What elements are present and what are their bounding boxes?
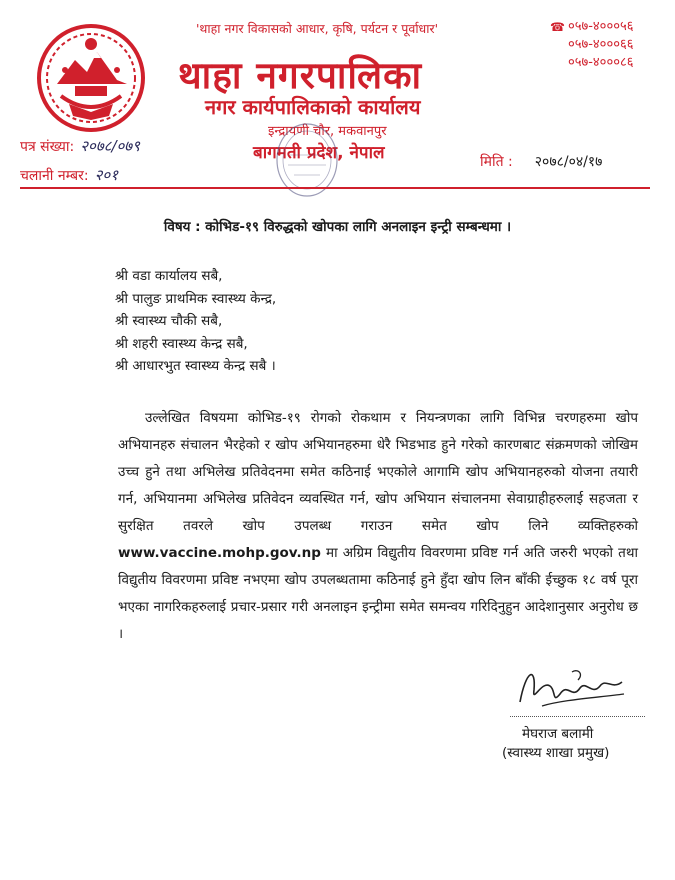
handwritten-signature bbox=[512, 660, 632, 718]
telephone-icon: ☎ bbox=[550, 20, 565, 34]
municipality-motto: 'थाहा नगर विकासको आधार, कृषि, पर्यटन र पूर्वाधार' bbox=[196, 21, 439, 36]
address-line-2: बागमती प्रदेश, नेपाल bbox=[253, 143, 385, 163]
recipient-list bbox=[115, 265, 276, 378]
municipality-title: थाहा नगरपालिका bbox=[178, 54, 423, 97]
signatory-role: (स्वास्थ्य शाखा प्रमुख) bbox=[502, 745, 610, 761]
phone-list bbox=[550, 18, 633, 72]
letter-date bbox=[480, 152, 602, 171]
chalani-label: चलानी नम्बर: bbox=[20, 168, 89, 184]
office-subtitle: नगर कार्यपालिकाको कार्यालय bbox=[205, 95, 421, 119]
phone-row bbox=[550, 18, 633, 36]
address-line-1: इन्द्रायणी चौर, मकवानपुर bbox=[268, 124, 387, 139]
nepal-emblem-logo bbox=[35, 22, 147, 134]
header-divider bbox=[20, 187, 650, 189]
phone-row bbox=[550, 54, 633, 72]
recipient-item: श्री वडा कार्यालय सबै, bbox=[115, 268, 223, 284]
phone-row bbox=[550, 36, 633, 54]
recipient-item: श्री आधारभुत स्वास्थ्य केन्द्र सबै । bbox=[115, 358, 276, 374]
date-label: मिति : bbox=[480, 154, 513, 170]
phone-number: ०५७-४०००६६ bbox=[567, 37, 634, 52]
letter-body bbox=[118, 405, 638, 648]
signature-line bbox=[510, 716, 645, 717]
vaccine-portal-link[interactable]: www.vaccine.mohp.gov.np bbox=[118, 545, 321, 561]
body-paragraph bbox=[118, 405, 638, 648]
phone-number: ०५७-४०००८६ bbox=[567, 55, 634, 70]
body-text-part2: मा अग्रिम विद्युतीय विवरणमा प्रविष्ट गर्न अति जरुरी भएको तथा विद्युतीय विवरणमा प्रविष्ट नभएमा खोप उपलब्धतामा कठिनाई हुने हुँदा खोप लिन बाँकी ईच्छुक १८ वर्ष पूरा भएका नागरिकहरुलाई प्रचार-प्रसार गरी अनलाइन इन्ट्रीमा समेत समन्वय गरिदिनुहुन आदेशानुसार अनुरोध छ । bbox=[118, 545, 638, 642]
chalani-number bbox=[20, 165, 118, 185]
body-text-part1: उल्लेखित विषयमा कोभिड-१९ रोगको रोकथाम र नियन्त्रणका लागि विभिन्न चरणहरुमा खोप अभियानहरु संचालन भैरहेको र खोप अभियानहरुमा धेरै भिडभाड हुने गरेको कारणबाट संक्रमणको जोखिम उच्च हुने तथा अभिलेख प्रतिवेदनमा समेत कठिनाई भएकोले आगामि खोप अभियानहरुको योजना तयारी गर्न, अभियानमा अभिलेख प्रतिवेदन व्यवस्थित गर्न, खोप अभियान संचालनमा सेवाग्राहीहरुलाई सहजता र सुरक्षित तवरले खोप उपलब्ध गराउन समेत खोप लिने व्यक्तिहरुको bbox=[118, 410, 638, 534]
patra-value: २०७८/०७९ bbox=[80, 137, 140, 155]
patra-sankhya bbox=[20, 136, 140, 156]
recipient-item: श्री शहरी स्वास्थ्य केन्द्र सबै, bbox=[115, 335, 248, 352]
chalani-value: २०१ bbox=[94, 166, 119, 184]
date-value: २०७८/०४/१७ bbox=[534, 154, 603, 170]
signatory-name: मेघराज बलामी bbox=[522, 726, 594, 742]
phone-number: ०५७-४०००५६ bbox=[567, 19, 634, 34]
letter-subject: विषय : कोभिड-१९ विरुद्धको खोपका लागि अनलाइन इन्ट्री सम्बन्धमा । bbox=[163, 219, 512, 235]
recipient-item: श्री स्वास्थ्य चौकी सबै, bbox=[115, 313, 223, 329]
patra-label: पत्र संख्या: bbox=[20, 139, 75, 155]
recipient-item: श्री पालुङ प्राथमिक स्वास्थ्य केन्द्र, bbox=[115, 290, 277, 307]
